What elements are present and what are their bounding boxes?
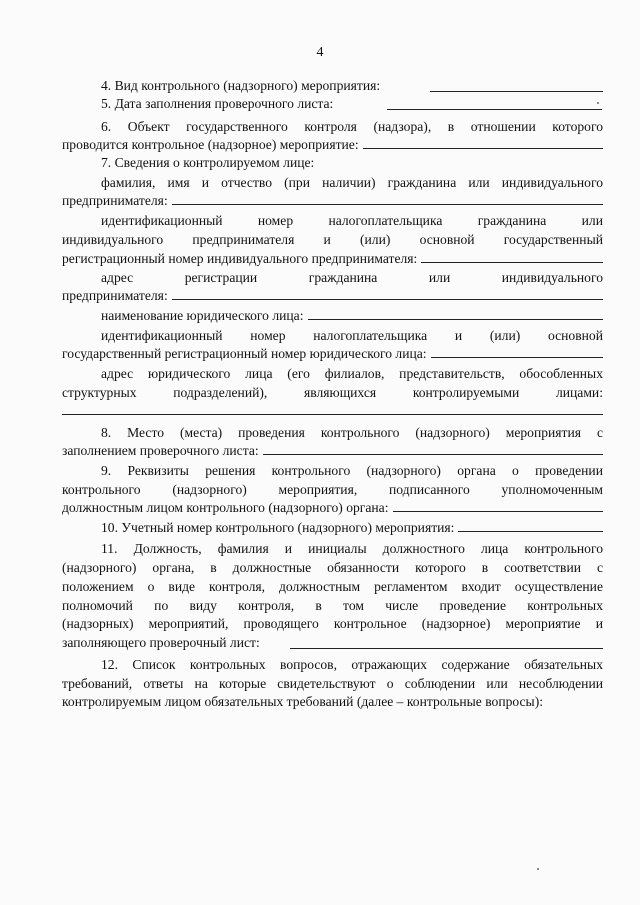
item-7e-line-2 [62,346,603,362]
item-7f-line-1: адрес юридического лица (его филиалов, представительств, обособленных [101,366,603,381]
item-11-line-4: полномочий по виду контроля, в том числе проведение контрольных [62,598,603,613]
item-8-label: заполнением проверочного листа: [62,443,259,458]
item-7e-blank [431,346,603,358]
item-8-blank [263,443,603,455]
item-7c-line-1: адрес регистрации гражданина или индивидуального [101,270,603,285]
item-4-label: 4. Вид контрольного (надзорного) мероприятия: [101,78,381,93]
item-8-line-2 [62,443,603,459]
item-7b-label: регистрационный номер индивидуального предпринимателя: [62,251,418,266]
scan-speck [597,102,599,104]
item-10-label: 10. Учетный номер контрольного (надзорного) мероприятия: [101,520,455,535]
item-6-line-1: 6. Объект государственного контроля (надзора), в отношении которого [101,119,603,134]
item-9-line-3 [62,500,603,516]
item-7b-line-3 [62,251,603,267]
item-10-line [101,520,603,536]
item-11-blank [290,648,603,649]
item-4-blank [430,91,603,92]
item-7c-blank [172,288,603,300]
item-11-line-5: (надзорных) мероприятий, проводящего контрольное (надзорное) мероприятие и [62,616,603,631]
scan-speck [537,868,539,870]
item-7a-label: предпринимателя: [62,193,168,208]
item-7a-line-1: фамилия, имя и отчество (при наличии) гражданина или индивидуального [101,175,603,190]
item-7e-label: государственный регистрационный номер юридического лица: [62,346,427,361]
item-6-line-2 [62,137,603,153]
item-12-line-2: требований, ответы на которые свидетельствуют о соблюдении или несоблюдении [62,676,603,691]
item-8-line-1: 8. Место (места) проведения контрольного (надзорного) мероприятия с [101,425,603,440]
item-7f-blank [62,414,603,415]
item-10-blank [458,520,603,532]
item-12-line-3: контролируемым лицом обязательных требований (далее – контрольные вопросы): [62,694,543,709]
item-7e-line-1: идентификационный номер налогоплательщика и (или) основной [101,328,603,343]
item-7-label: 7. Сведения о контролируемом лице: [101,155,315,170]
item-7a-blank [172,193,603,205]
page-number: 4 [316,45,324,60]
item-7f-line-2: структурных подразделений), являющихся контролируемыми лицами: [62,385,603,400]
item-7b-line-1: идентификационный номер налогоплательщика гражданина или [101,213,603,228]
item-7a-line-2 [62,193,603,209]
item-7c-line-2 [62,288,603,304]
item-6-label: проводится контрольное (надзорное) мероприятие: [62,137,359,152]
item-5-label: 5. Дата заполнения проверочного листа: [101,96,334,111]
item-9-line-2: контрольного (надзорного) мероприятия, подписанного уполномоченным [62,482,603,497]
item-12-line-1: 12. Список контрольных вопросов, отражающих содержание обязательных [101,657,603,672]
item-5-blank [387,109,602,110]
item-11-line-6: заполняющего проверочный лист: [62,635,260,650]
item-7b-line-2: индивидуального предпринимателя и (или) основной государственный [62,232,603,247]
item-7c-label: предпринимателя: [62,288,168,303]
item-7b-blank [421,251,603,263]
item-11-line-1: 11. Должность, фамилия и инициалы должностного лица контрольного [101,541,603,556]
item-9-blank [393,500,604,512]
item-11-line-3: положением о виде контроля, должностным регламентом входит осуществление [62,579,603,594]
item-9-label: должностным лицом контрольного (надзорного) органа: [62,500,389,515]
item-9-line-1: 9. Реквизиты решения контрольного (надзорного) органа о проведении [101,463,603,478]
item-7d-blank [308,308,604,320]
item-7d-label: наименование юридического лица: [101,308,304,323]
item-11-line-2: (надзорного) органа, в должностные обязанности которого в соответствии с [62,560,603,575]
item-6-blank [363,137,603,149]
item-7d-line [101,308,603,324]
